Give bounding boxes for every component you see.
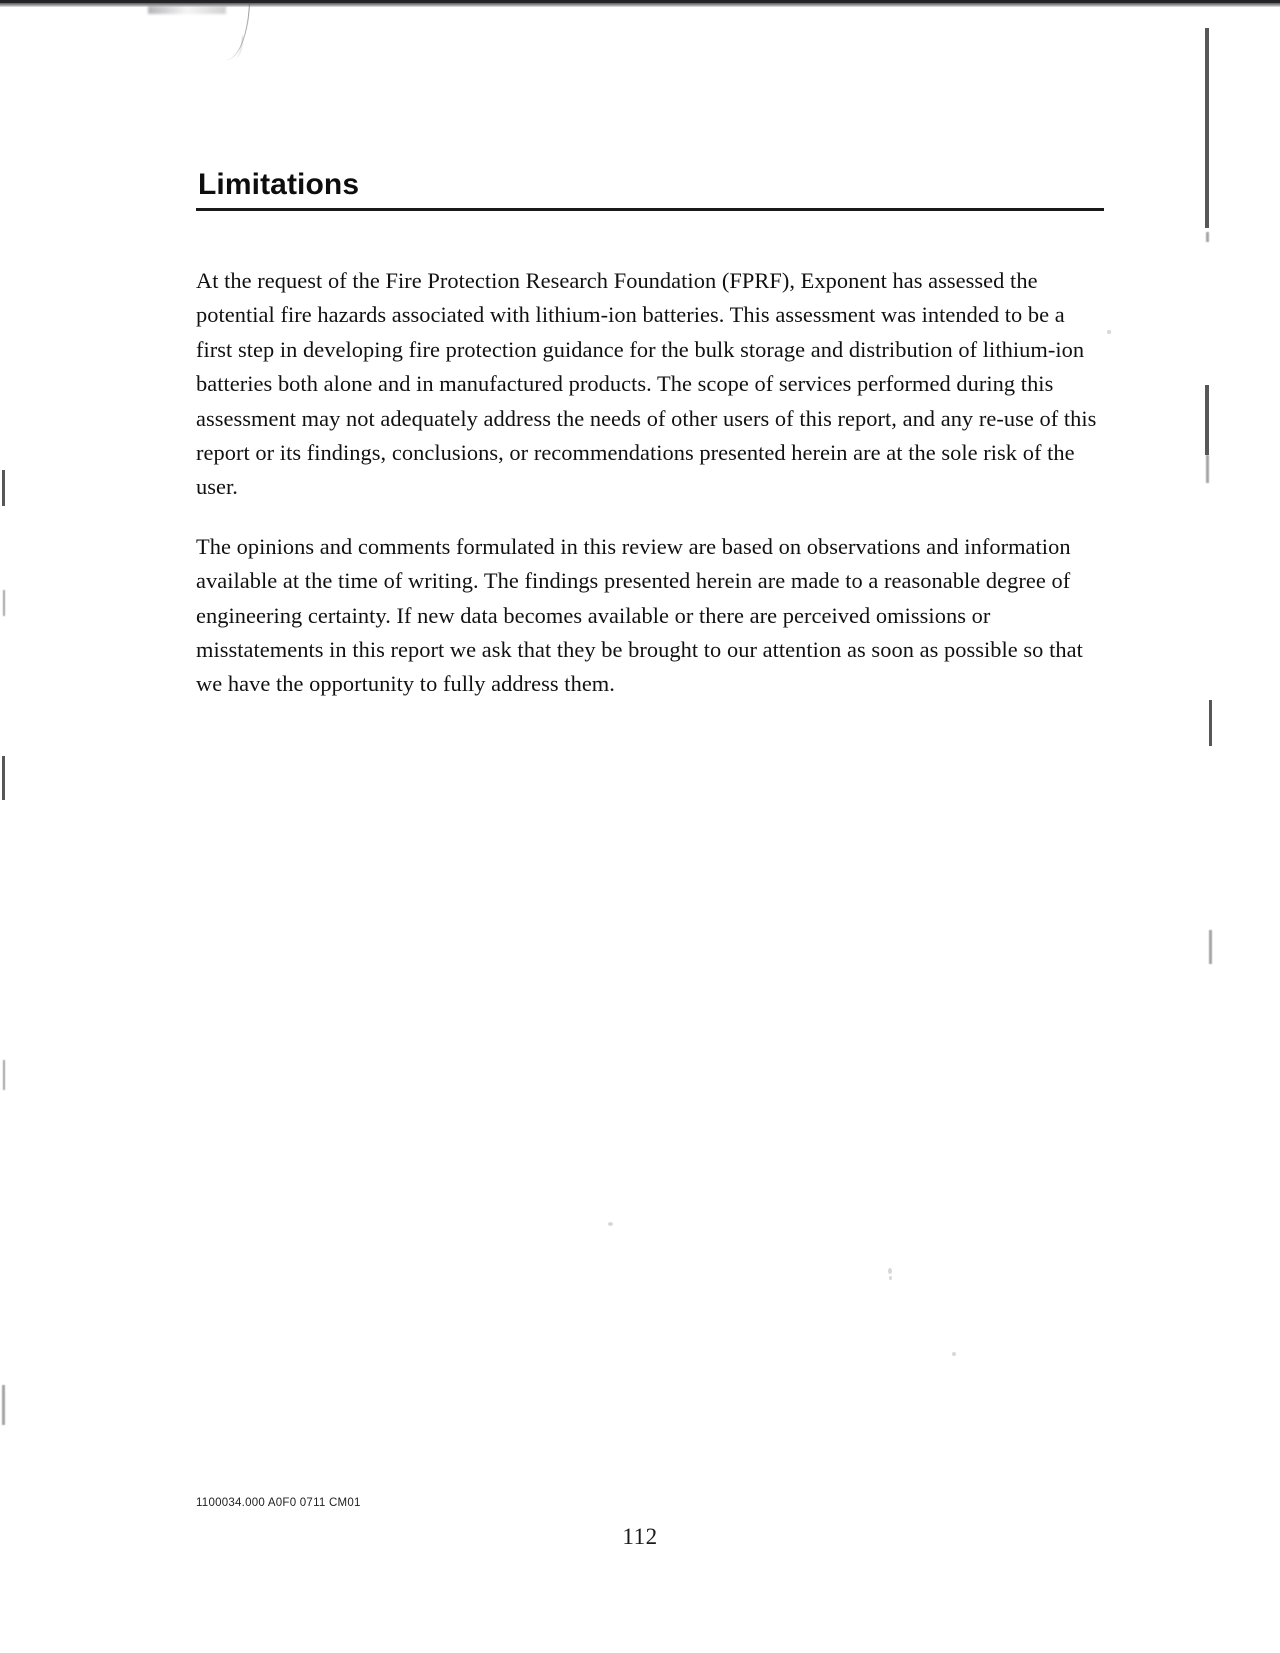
footer-document-code: 1100034.000 A0F0 0711 CM01 [196,1497,361,1509]
scan-top-edge-line-artifact [0,0,1280,3]
scan-speck-artifact [952,1352,956,1356]
scan-left-edge-artifact [2,1385,5,1425]
document-body [196,264,1106,702]
scan-right-edge-artifact [1206,455,1209,483]
page-number: 112 [622,1524,658,1549]
body-paragraph: At the request of the Fire Protection Research Foundation (FPRF), Exponent has assessed the potential fire hazards associated with lithium-ion batteries. This assessment was intended to be a first step in developing fire protection guidance for the bulk storage and distribution of lithium-ion batteries both alone and in manufactured products. The scope of services performed during this assessment may not adequately address the needs of other users of this report, and any re-use of this report or its findings, conclusions, or recommendations presented herein are at the sole risk of the user. [196,268,1097,500]
scan-left-edge-artifact [3,1060,5,1090]
scan-left-edge-artifact [2,470,5,506]
scan-speck-artifact [888,1268,892,1274]
title-underline-rule [196,208,1104,211]
body-paragraph: The opinions and comments formulated in this review are based on observations and information available at the time of writing. The findings presented herein are made to a reasonable degree of engineering certainty. If new data becomes available or there are perceived omissions or misstatements in this report we ask that they be brought to our attention as soon as possible so that we have the opportunity to fully address them. [196,533,1083,697]
scan-right-edge-artifact [1205,385,1209,455]
scan-right-edge-artifact [1206,232,1209,242]
section-heading-block [196,168,1104,211]
scan-right-edge-artifact [1209,700,1212,746]
scan-speck-artifact [608,1222,613,1226]
page-title: Limitations [198,168,360,201]
scan-right-edge-artifact [1209,930,1212,964]
scan-left-edge-artifact [3,590,5,616]
scan-pen-stroke-secondary-artifact [232,36,243,58]
scan-speck-artifact [889,1276,892,1280]
scan-right-edge-artifact [1205,28,1209,228]
scan-left-edge-artifact [2,756,5,800]
scan-speck-artifact [1107,330,1111,334]
